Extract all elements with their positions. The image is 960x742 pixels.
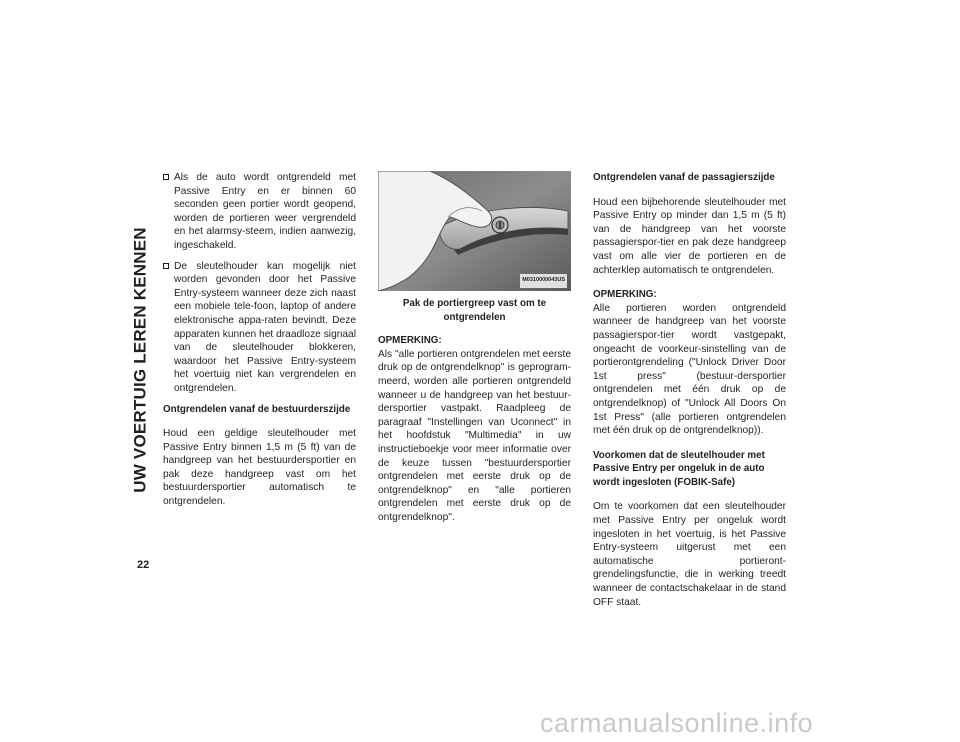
door-handle-illustration: [378, 171, 571, 291]
checkbox-bullet-icon: [163, 263, 169, 269]
note-title: OPMERKING:: [593, 289, 657, 301]
column-2: [378, 171, 571, 536]
bullet-item: [163, 260, 356, 396]
note-title: OPMERKING:: [378, 335, 442, 347]
watermark: carmanualsonline.info: [540, 708, 814, 738]
paragraph-fobik-safe: Om te voorkomen dat een sleutelhouder met Passive Entry per ongeluk wordt ingesloten in het voertuig, is het Passive Entry-systeem uitgerust met een automatische portieront-grendelingsfunctie, die in werking treedt wanneer de contactschakelaar in de stand OFF staat.: [593, 501, 786, 608]
bullet-text: Als de auto wordt ontgrendeld met Passive Entry en er binnen 60 seconden geen portier wordt geopend, worden de portieren weer vergrendeld en het alarmsy-steem, indien aanwezig, ingeschakeld.: [174, 172, 356, 251]
column-1: [163, 171, 356, 520]
section-heading-fobik-safe: Voorkomen dat de sleutelhouder met Passive Entry per ongeluk in de auto wordt ingesloten (FOBIK-Safe): [593, 449, 765, 488]
section-heading-driver-side: Ontgrendelen vanaf de bestuurderszijde: [163, 403, 351, 415]
door-handle-image: [378, 171, 571, 291]
section-heading-passenger-side: Ontgrendelen vanaf de passagierszijde: [593, 172, 775, 183]
column-3: [593, 171, 786, 620]
figure-caption: Pak de portiergreep vast om te ontgrendelen: [402, 298, 547, 323]
bullet-item: [163, 171, 356, 253]
chapter-title-vertical: [126, 175, 156, 545]
paragraph-driver-side: Houd een geldige sleutelhouder met Passive Entry binnen 1,5 m (5 ft) van de handgreep van het bestuurdersportier en pak deze handgreep vast om het bestuurdersportier automatisch te ontgrendelen.: [163, 428, 356, 508]
paragraph-passenger-side: Houd een bijbehorende sleutelhouder met Passive Entry op minder dan 1,5 m (5 ft) van de handgreep van het voorste passagierspor-tier en pak deze handgreep vast om alle vier de portieren en de achterklep automatisch te ontgrendelen.: [593, 196, 786, 276]
chapter-title: UW VOERTUIG LEREN KENNEN: [131, 227, 151, 493]
note-text: Als "alle portieren ontgrendelen met eerste druk op de ontgrendelknop" is geprogram-meerd, worden alle portieren ontgrendeld wanneer u de handgreep van het bestuur-dersportier vastpakt. Raadpleeg de paragraaf "Instellingen van Uconnect" in het hoofdstuk "Multimedia" in uw instructieboekje voor meer informatie over de keuze tussen "bestuurdersportier ontgrendelen met eerste druk op de ontgrendelknop" en "alle portieren ontgrendelen met eerste druk op de ontgrendelknop".: [378, 348, 571, 523]
page-number: 22: [137, 559, 150, 571]
note-text: Alle portieren worden ontgrendeld wanneer de handgreep van het voorste passagierspor-tier wordt vastgepakt, ongeacht de voorkeur-sinstelling van de portierontgrendeling ("Unlock Driver Door 1st press" (bestuur-dersportier ontgrendelen met één druk op de ontgrendelknop) of "Unlock All Doors On 1st Press" (alle portieren ontgrendelen met één druk op de ontgrendelknop)).: [593, 302, 786, 437]
bullet-text: De sleutelhouder kan mogelijk niet worden gevonden door het Passive Entry-systeem wanneer deze zich naast een mobiele tele-foon, laptop of andere elektronische appa-raten bevindt. Deze apparaten kunnen het draadloze signaal van de sleutelhouder blokkeren, waardoor het Passive Entry-systeem het voertuig niet kan vergrendelen en ontgrendelen.: [174, 260, 356, 394]
figure-code: M0310000043US: [520, 274, 567, 288]
checkbox-bullet-icon: [163, 174, 169, 180]
